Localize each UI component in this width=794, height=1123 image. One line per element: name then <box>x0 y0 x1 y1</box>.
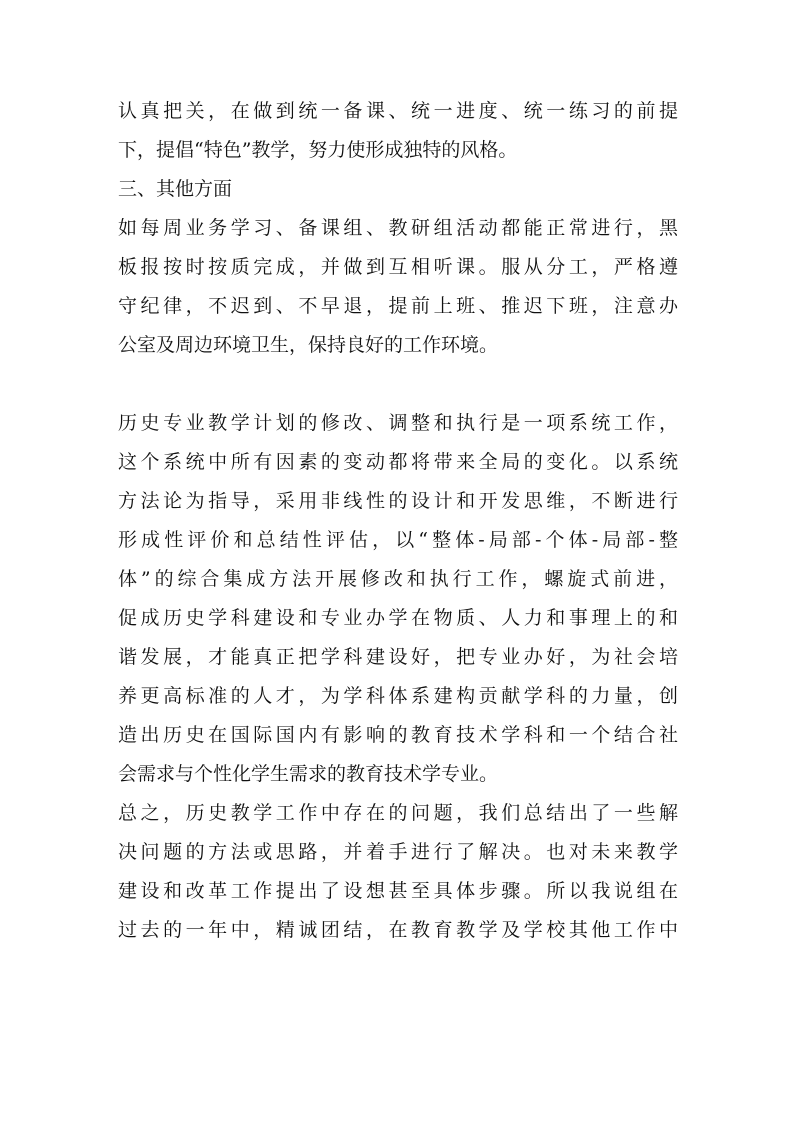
text-line: 促成历史学科建设和专业办学在物质、人力和事理上的和 <box>118 607 678 629</box>
text-line: 守纪律，不迟到、不早退，提前上班、推迟下班，注意办 <box>118 295 678 317</box>
text-line: 如每周业务学习、备课组、教研组活动都能正常进行，黑 <box>118 217 678 239</box>
text-line: 方法论为指导，采用非线性的设计和开发思维，不断进行 <box>118 490 678 512</box>
text-line: 认真把关，在做到统一备课、统一进度、统一练习的前提 <box>118 100 678 122</box>
text-line: 形成性评价和总结性评估，以“整体-局部-个体-局部-整 <box>118 529 678 551</box>
text-line: 谐发展，才能真正把学科建设好，把专业办好，为社会培 <box>118 646 678 668</box>
text-line: 体”的综合集成方法开展修改和执行工作，螺旋式前进， <box>118 568 678 590</box>
text-line: 下，提倡“特色”教学，努力使形成独特的风格。 <box>118 139 518 161</box>
text-line: 过去的一年中，精诚团结，在教育教学及学校其他工作中 <box>118 919 678 941</box>
text-line: 建设和改革工作提出了设想甚至具体步骤。所以我说组在 <box>118 880 678 902</box>
text-line: 决问题的方法或思路，并着手进行了解决。也对未来教学 <box>118 841 678 863</box>
text-line: 会需求与个性化学生需求的教育技术学专业。 <box>118 763 499 785</box>
document-body <box>118 92 678 950</box>
text-line: 这个系统中所有因素的变动都将带来全局的变化。以系统 <box>118 451 678 473</box>
text-line: 造出历史在国际国内有影响的教育技术学科和一个结合社 <box>118 724 678 746</box>
section-heading: 三、其他方面 <box>118 178 233 200</box>
paragraph-gap <box>118 365 678 404</box>
text-line: 总之，历史教学工作中存在的问题，我们总结出了一些解 <box>118 802 678 824</box>
text-line: 公室及周边环境卫生，保持良好的工作环境。 <box>118 334 499 356</box>
text-line: 养更高标准的人才，为学科体系建构贡献学科的力量，创 <box>118 685 678 707</box>
text-line: 历史专业教学计划的修改、调整和执行是一项系统工作， <box>118 412 678 434</box>
text-line: 板报按时按质完成，并做到互相听课。服从分工，严格遵 <box>118 256 678 278</box>
